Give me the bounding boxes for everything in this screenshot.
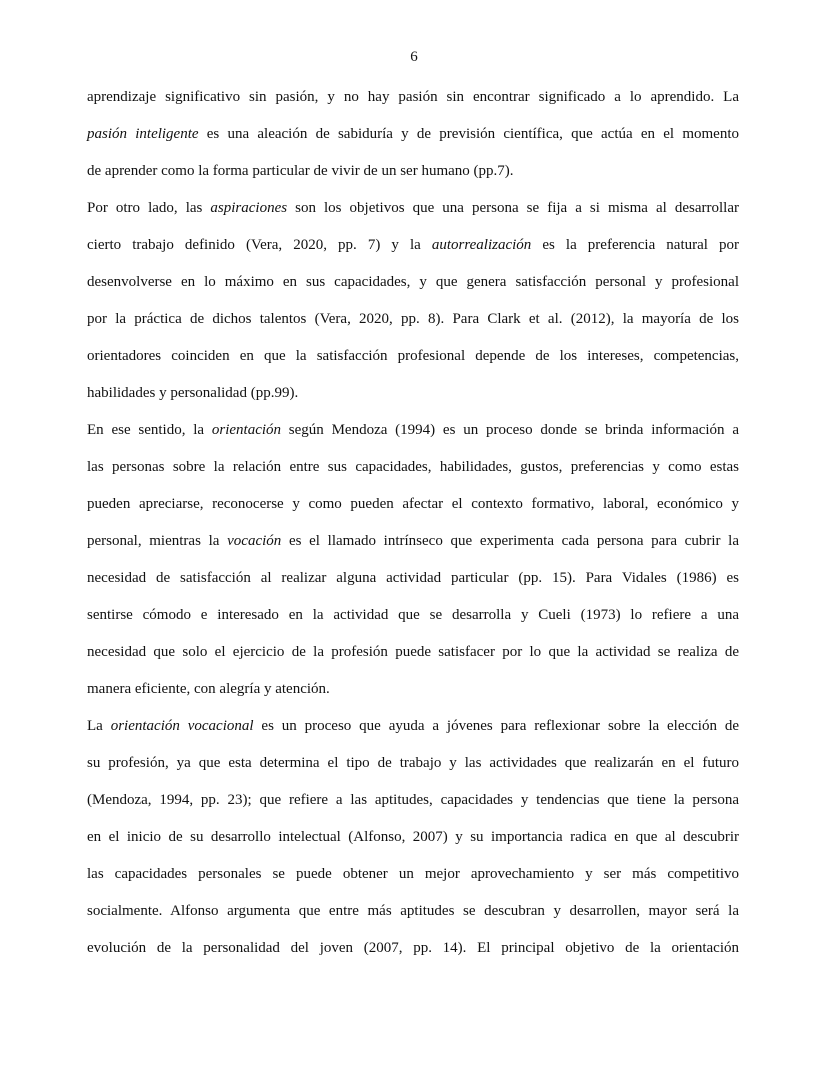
text-line	[87, 197, 739, 234]
text-line	[87, 826, 739, 863]
text-segment: es la preferencia natural por	[531, 237, 740, 253]
text-segment: en el inicio de su desarrollo intelectual (Alfonso, 2007) y su importancia radica en que al descubrir	[87, 829, 739, 845]
text-line	[87, 86, 739, 123]
text-line	[87, 456, 739, 493]
text-segment: las capacidades personales se puede obtener un mejor aprovechamiento y ser más competitivo	[87, 866, 739, 882]
text-segment: es una aleación de sabiduría y de previsión científica, que actúa en el momento	[198, 126, 739, 142]
italic-term: aspiraciones	[210, 200, 288, 216]
italic-term: vocación	[227, 533, 282, 549]
text-line	[87, 234, 739, 271]
text-segment: habilidades y personalidad (pp.99).	[87, 385, 299, 401]
text-segment: necesidad que solo el ejercicio de la profesión puede satisfacer por lo que la actividad se realiza de	[87, 644, 739, 660]
italic-term: orientación vocacional	[110, 718, 254, 734]
text-line	[87, 863, 739, 900]
text-segment: su profesión, ya que esta determina el tipo de trabajo y las actividades que realizarán en el futuro	[87, 755, 739, 771]
text-segment: cierto trabajo definido (Vera, 2020, pp. 7) y la	[87, 237, 432, 253]
text-segment: según Mendoza (1994) es un proceso donde se brinda información a	[281, 422, 739, 438]
text-line	[87, 308, 739, 345]
text-line	[87, 345, 739, 382]
italic-term: orientación	[211, 422, 282, 438]
text-line	[87, 678, 739, 715]
text-line	[87, 123, 739, 160]
text-segment: pueden apreciarse, reconocerse y como pueden afectar el contexto formativo, laboral, económico y	[87, 496, 739, 512]
text-line	[87, 937, 739, 974]
text-line	[87, 160, 739, 197]
text-segment: sentirse cómodo e interesado en la actividad que se desarrolla y Cueli (1973) lo refiere a una	[87, 607, 739, 623]
text-segment: socialmente. Alfonso argumenta que entre más aptitudes se descubran y desarrollen, mayor será la	[87, 903, 739, 919]
text-line	[87, 900, 739, 937]
italic-term: pasión inteligente	[87, 126, 199, 142]
text-segment: es un proceso que ayuda a jóvenes para reflexionar sobre la elección de	[253, 718, 740, 734]
text-line	[87, 752, 739, 789]
text-segment: son los objetivos que una persona se fija a si misma al desarrollar	[287, 200, 739, 216]
text-segment: aprendizaje significativo sin pasión, y no hay pasión sin encontrar significado a lo aprendido. La	[87, 89, 739, 105]
text-segment: necesidad de satisfacción al realizar alguna actividad particular (pp. 15). Para Vidales (1986) es	[87, 570, 739, 586]
text-segment: evolución de la personalidad del joven (2007, pp. 14). El principal objetivo de la orientación	[87, 940, 739, 956]
text-line	[87, 641, 739, 678]
text-segment: En ese sentido, la	[87, 422, 212, 438]
text-line	[87, 530, 739, 567]
text-line	[87, 271, 739, 308]
text-segment: de aprender como la forma particular de vivir de un ser humano (pp.7).	[87, 163, 514, 179]
text-segment: es el llamado intrínseco que experimenta cada persona para cubrir la	[281, 533, 739, 549]
text-segment: las personas sobre la relación entre sus capacidades, habilidades, gustos, preferencias y como estas	[87, 459, 739, 475]
italic-term: autorrealización	[431, 237, 532, 253]
text-line	[87, 715, 739, 752]
text-segment: orientadores coinciden en que la satisfacción profesional depende de los intereses, competencias,	[87, 348, 739, 364]
text-line	[87, 567, 739, 604]
text-segment: por la práctica de dichos talentos (Vera, 2020, pp. 8). Para Clark et al. (2012), la mayoría de los	[87, 311, 739, 327]
text-segment: Por otro lado, las	[87, 200, 211, 216]
text-segment: desenvolverse en lo máximo en sus capacidades, y que genera satisfacción personal y profesional	[87, 274, 739, 290]
text-line	[87, 493, 739, 530]
text-line	[87, 419, 739, 456]
body-text	[87, 86, 739, 974]
text-line	[87, 604, 739, 641]
text-line	[87, 789, 739, 826]
page-number: 6	[410, 49, 418, 65]
text-segment: La	[87, 718, 111, 734]
text-segment: personal, mientras la	[87, 533, 228, 549]
text-line	[87, 382, 739, 419]
text-segment: (Mendoza, 1994, pp. 23); que refiere a las aptitudes, capacidades y tendencias que tiene la persona	[87, 792, 739, 808]
text-segment: manera eficiente, con alegría y atención.	[87, 681, 330, 697]
